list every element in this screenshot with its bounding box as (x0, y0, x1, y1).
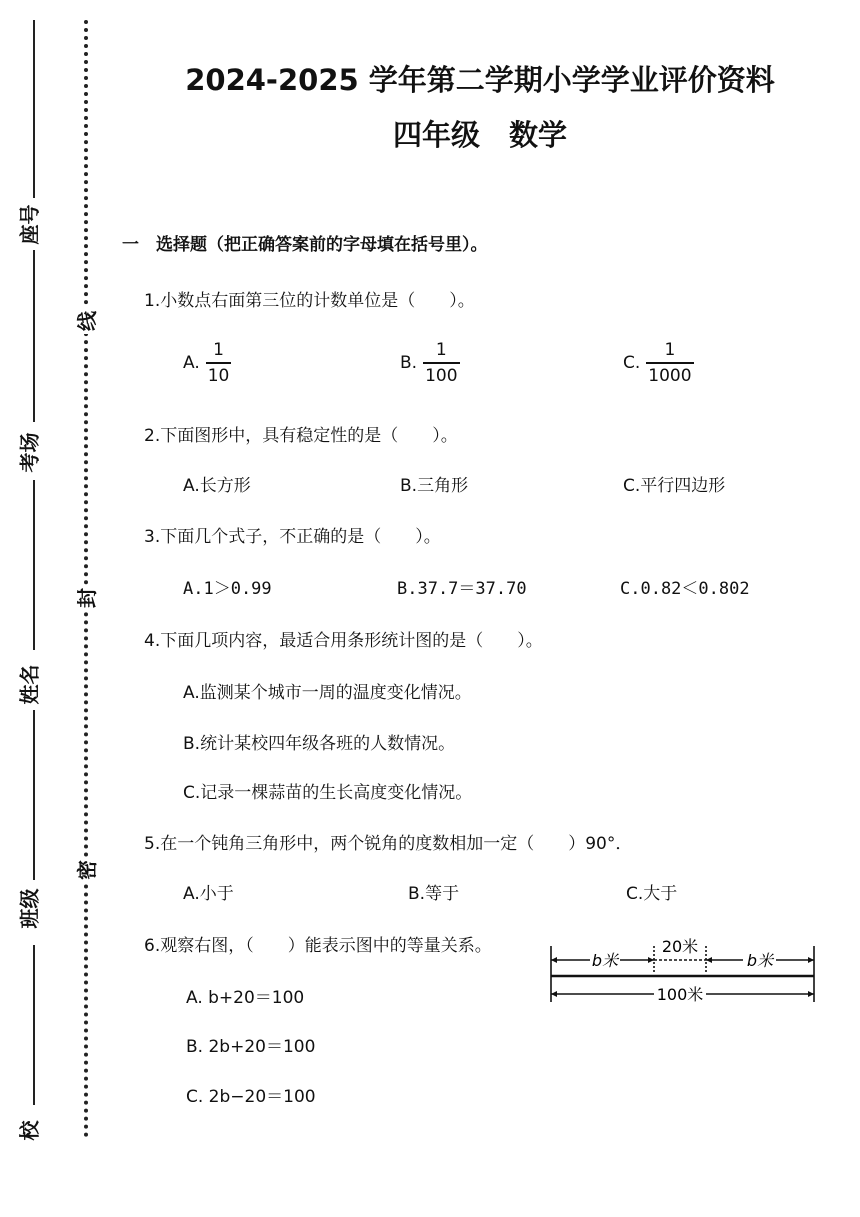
school-label: 校 (17, 1120, 42, 1141)
q2-option-c: C.平行四边形 (623, 476, 726, 496)
q3-option-a: A.1＞0.99 (183, 579, 272, 599)
q5-option-c: C.大于 (626, 884, 678, 904)
page-title: 2024-2025 学年第二学期小学学业评价资料 (185, 63, 775, 97)
q6-option-a: A. b+20＝100 (186, 988, 305, 1008)
segment-total-label: 100米 (656, 985, 704, 1004)
q5-option-b: B.等于 (408, 884, 460, 904)
q1-option-a-denominator: 10 (207, 365, 230, 386)
seal-dotted-line (84, 20, 88, 1138)
school-line (33, 945, 35, 1105)
q4-option-a: A.监测某个城市一周的温度变化情况。 (183, 683, 472, 703)
seat-line (33, 20, 35, 198)
name-line (33, 480, 35, 650)
section-heading: 一 选择题（把正确答案前的字母填在括号里）。 (122, 235, 488, 255)
q1-option-b-denominator: 100 (425, 365, 458, 386)
q5-option-a: A.小于 (183, 884, 234, 904)
name-label: 姓名 (17, 664, 42, 705)
seat-label: 座号 (17, 204, 42, 245)
class-line (33, 710, 35, 880)
question-5: 5.在一个钝角三角形中，两个锐角的度数相加一定（ ）90°． (144, 834, 633, 854)
q1-option-c-numerator: 1 (664, 340, 676, 360)
seal-char-secret: 密 (74, 857, 100, 883)
q2-option-a: A.长方形 (183, 476, 251, 496)
class-label: 班级 (17, 888, 42, 929)
segment-right-label: b米 (746, 951, 774, 970)
q1-option-a-numerator: 1 (213, 340, 224, 360)
q6-option-b: B. 2b+20＝100 (186, 1037, 316, 1057)
q1-option-c (623, 340, 694, 386)
q3-option-b: B.37.7＝37.70 (397, 579, 527, 599)
segment-left-label: b米 (591, 951, 619, 970)
q4-option-b: B.统计某校四年级各班的人数情况。 (183, 734, 456, 754)
seal-char-seal: 封 (74, 585, 100, 611)
q1-option-b (400, 340, 460, 386)
segment-diagram (548, 932, 820, 1012)
question-3: 3.下面几个式子，不正确的是（ ）。 (144, 527, 441, 547)
q4-option-c: C.记录一棵蒜苗的生长高度变化情况。 (183, 783, 473, 803)
q1-option-a (183, 340, 231, 386)
q6-option-c: C. 2b−20＝100 (186, 1087, 316, 1107)
q1-option-b-label: B. (400, 352, 418, 373)
question-1: 1.小数点右面第三位的计数单位是（ ）。 (144, 291, 475, 311)
q1-option-b-numerator: 1 (435, 340, 447, 360)
exam-room-label: 考场 (17, 432, 42, 473)
seal-char-line: 线 (74, 308, 100, 334)
question-4: 4.下面几项内容，最适合用条形统计图的是（ ）。 (144, 631, 543, 651)
q3-option-c: C.0.82＜0.802 (620, 579, 750, 599)
page-subtitle: 四年级 数学 (392, 118, 567, 152)
question-6: 6.观察右图，（ ）能表示图中的等量关系。 (144, 936, 492, 956)
q1-option-c-label: C. (623, 352, 641, 373)
exam-room-line (33, 250, 35, 422)
q1-option-c-denominator: 1000 (648, 365, 692, 386)
question-2: 2.下面图形中，具有稳定性的是（ ）。 (144, 426, 458, 446)
q2-option-b: B.三角形 (400, 476, 469, 496)
q1-option-a-label: A. (183, 352, 200, 373)
segment-middle-label: 20米 (661, 937, 699, 956)
